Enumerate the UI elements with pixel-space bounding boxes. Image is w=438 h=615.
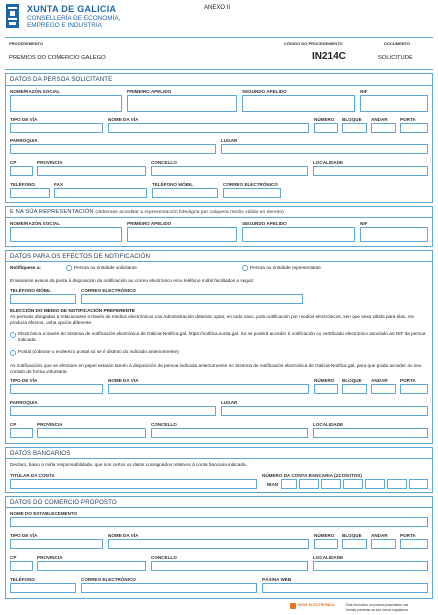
notif-road-type-field[interactable] [10,384,103,394]
divider [5,261,433,262]
label-road-type: TIPO DE VÍA [10,117,38,122]
place-field[interactable] [221,144,428,154]
notif-label-locality: LOCALIDADE [313,422,344,427]
shop-road-type-field[interactable] [10,539,103,549]
notif-cp-field[interactable] [10,428,33,438]
footer-note-line2: formas previstas na súa norma reguladora [346,607,408,612]
road-type-field[interactable] [10,123,103,133]
fax-field[interactable] [54,188,147,198]
notif-province-field[interactable] [37,428,146,438]
iban-label: IBAN [267,482,279,487]
notif-mobile-field[interactable] [10,294,76,304]
electronic-label: Electrónica a través do Sistema de notificación electrónica de Galicia-Notifica.gal, https://notifica.xunta.gal. Só se poderá acceder á notificación co certificado electrónico asociado ao NIF da persoa indicada. [18,331,426,342]
sede-icon [290,603,296,609]
shop-door-field[interactable] [400,539,428,549]
iban-block2-field[interactable] [321,479,341,489]
notif-block-field[interactable] [342,384,367,394]
locality-field[interactable] [313,166,428,176]
notif-label-road-type: TIPO DE VÍA [10,378,38,383]
notif-label-province: PROVINCIA [37,422,63,427]
divider [5,85,433,86]
label-email: CORREO ELECTRÓNICO [223,182,278,187]
bank-declaration: Declaro, baixo a miña responsabilidade, que son certos os datos consignados relativos á conta bancaria indicada. [10,462,247,467]
notif-label-council: CONCELLO [151,422,177,427]
label-nif: NIF [360,89,368,94]
shop-label-door: PORTA [400,533,416,538]
representation-note: (deberase acreditar a representación fidedigna por calquera medio válido en dereito) [95,210,284,215]
shop-label-number: NÚMERO [314,533,335,538]
header [0,0,438,36]
shop-floor-field[interactable] [371,539,396,549]
council-field[interactable] [151,166,308,176]
shop-council-field[interactable] [151,561,308,571]
label-council: CONCELLO [151,160,177,165]
notify-applicant-label: Persoa ou entidade solicitante [74,265,137,270]
label-number: NÚMERO [314,117,335,122]
rep-surname1-field[interactable] [127,227,237,242]
iban-block3-field[interactable] [343,479,363,489]
notify-applicant-radio[interactable] [66,265,72,271]
notif-road-name-field[interactable] [108,384,309,394]
bank-title: DATOS BANCARIOS [10,450,71,457]
footer [290,602,435,614]
block-field[interactable] [342,123,367,133]
establishment-field[interactable] [10,517,428,527]
applicant-section [5,73,433,203]
footer-note-line1: Este formulario só poderá presentarse nas [346,603,409,607]
iban-block1-field[interactable] [299,479,319,489]
postal-note: As notificacións que se efectúen en papel estarán tamén á disposición da persoa indicada anteriormente no Sistema de notificación electrónica de Galicia-Notifica.gal, para que poida acceder ao seu contido de forma voluntaria. [10,363,422,374]
choice-text: As persoas obrigadas a relacionarse a través de medios electrónicos coa Administración deberán optar, en todo caso, pola notificación por medios electrónicos, sen que sexa válida para elas, nin produza efectos, unha opción diferente. [10,314,415,325]
notif-label-place: LUGAR [221,400,238,405]
notif-door-field[interactable] [400,384,428,394]
notif-locality-field[interactable] [313,428,428,438]
notif-parish-field[interactable] [10,406,216,416]
shop-province-field[interactable] [37,561,146,571]
province-field[interactable] [37,166,146,176]
label-phone: TELÉFONO [10,182,36,187]
email-field[interactable] [223,188,281,198]
representation-title-text: E NA SÚA REPRESENTACIÓN [10,209,94,215]
label-block: BLOQUE [342,117,362,122]
shop-label-block: BLOQUE [342,533,362,538]
procedure-name: PREMIOS DO COMERCIO GALEGO [9,55,106,61]
procedure-box [5,37,433,70]
label-mobile: TELÉFONO MÓBIL [152,182,194,187]
label-road-name: NOME DA VÍA [108,117,139,122]
rep-nif-field[interactable] [360,227,428,242]
brand-name: XUNTA DE GALICIA [27,4,117,14]
label-locality: LOCALIDADE [313,160,344,165]
shop-label-cp: CP [10,555,17,560]
parish-field[interactable] [10,144,216,154]
annex-label: ANEXO II [204,5,231,11]
postal-label: Postal (cúbrase o enderezo postal só se é distinto do indicado anteriormente) [18,349,179,354]
notif-label-block: BLOQUE [342,378,362,383]
label-cp: CP [10,160,17,165]
iban-country-field[interactable] [281,479,297,489]
divider [5,217,433,218]
number-field[interactable] [314,123,338,133]
phone-field[interactable] [10,188,50,198]
notif-number-field[interactable] [314,384,338,394]
cp-field[interactable] [10,166,33,176]
notif-label-floor: ANDAR [371,378,388,383]
notify-to-label: Notifíquese a: [10,265,41,270]
label-door: PORTA [400,117,416,122]
procedure-heading: PROCEDEMENTO [9,41,44,46]
label-floor: ANDAR [371,117,388,122]
postal-radio[interactable] [10,350,16,356]
divider [5,507,433,508]
shop-number-field[interactable] [314,539,338,549]
iban-block5-field[interactable] [387,479,407,489]
shop-label-council: CONCELLO [151,555,177,560]
rep-label-surname1: PRIMEIRO APELIDO [127,221,172,226]
shop-block-field[interactable] [342,539,367,549]
shop-road-name-field[interactable] [108,539,309,549]
representation-title [10,209,284,215]
label-province: PROVINCIA [37,160,63,165]
label-surname2: SEGUNDO APELIDO [242,89,287,94]
label-surname1: PRIMEIRO APELIDO [127,89,172,94]
label-parish: PARROQUIA [10,138,38,143]
notif-label-email: CORREO ELECTRÓNICO [81,288,136,293]
notif-label-number: NÚMERO [314,378,335,383]
shop-cp-field[interactable] [10,561,33,571]
mobile-field[interactable] [152,188,218,198]
electronic-radio[interactable] [10,332,16,338]
bank-label-holder: TITULAR DA CONTA [10,473,55,478]
choice-title: ELECCIÓN DO MEDIO DE NOTIFICACIÓN PREFERENTE [10,308,136,313]
shop-locality-field[interactable] [313,561,428,571]
shop-label-floor: ANDAR [371,533,388,538]
rep-label-surname2: SEGUNDO APELIDO [242,221,287,226]
shop-phone-field[interactable] [10,583,76,593]
label-name: NOME/RAZÓN SOCIAL [10,89,61,94]
alerts-text: Enviaranse avisos da posta á disposición da notificación ao correo electrónico e/ou teléfono móbil facilitados a seguir: [10,278,255,283]
document-heading: DOCUMENTO [384,41,411,46]
shop-label-province: PROVINCIA [37,555,63,560]
procedure-code-heading: CÓDIGO DO PROCEDEMENTO [284,41,343,46]
shop-label-road-type: TIPO DE VÍA [10,533,38,538]
surname1-field[interactable] [127,95,237,112]
notif-email-field[interactable] [81,294,303,304]
rep-label-nif: NIF [360,221,368,226]
rep-name-field[interactable] [10,227,122,242]
sede-label: SEDE ELECTRÓNICA [298,603,335,607]
shop-label-phone: TELÉFONO [10,577,36,582]
shop-label-establishment: NOME DO ESTABLECEMENTO [10,511,78,516]
shop-title: DATOS DO COMERCIO PROPOSTO [10,499,117,506]
applicant-title: DATOS DA PERSOA SOLICITANTE [10,76,113,83]
notif-council-field[interactable] [151,428,308,438]
bank-label-account: NÚMERO DA CONTA BANCARIA (24 DÍXITOS) [262,473,362,478]
nif-field[interactable] [360,95,428,112]
notif-label-road-name: NOME DA VÍA [108,378,139,383]
iban-block6-field[interactable] [409,479,428,489]
iban-block4-field[interactable] [365,479,385,489]
shop-label-road-name: NOME DA VÍA [108,533,139,538]
shop-web-field[interactable] [262,583,428,593]
shop-email-field[interactable] [81,583,257,593]
procedure-code: IN214C [312,51,346,62]
brand-department-line1: CONSELLERÍA DE ECONOMÍA, [27,15,121,22]
notif-floor-field[interactable] [371,384,396,394]
shop-label-email: CORREO ELECTRÓNICO [81,577,136,582]
floor-field[interactable] [371,123,396,133]
holder-field[interactable] [10,479,257,489]
label-fax: FAX [54,182,63,187]
label-place: LUGAR [221,138,238,143]
notif-label-mobile: TELÉFONO MÓBIL [10,288,52,293]
notif-label-cp: CP [10,422,17,427]
divider [5,458,433,459]
notification-title: DATOS PARA OS EFECTOS DE NOTIFICACIÓN [10,253,151,260]
document-type: SOLICITUDE [378,55,413,61]
notify-representative-label: Persoa ou entidade representante [250,265,321,270]
notif-label-parish: PARROQUIA [10,400,38,405]
shop-label-web: PÁXINA WEB [262,577,292,582]
road-name-field[interactable] [108,123,309,133]
notif-label-door: PORTA [400,378,416,383]
shop-label-locality: LOCALIDADE [313,555,344,560]
door-field[interactable] [400,123,428,133]
brand-department-line2: EMPREGO E INDUSTRIA [27,22,102,29]
surname2-field[interactable] [242,95,355,112]
rep-surname2-field[interactable] [242,227,355,242]
notif-place-field[interactable] [221,406,428,416]
notify-representative-radio[interactable] [242,265,248,271]
rep-label-name: NOME/RAZÓN SOCIAL [10,221,61,226]
xunta-logo-icon [6,4,19,28]
name-field[interactable] [10,95,122,112]
